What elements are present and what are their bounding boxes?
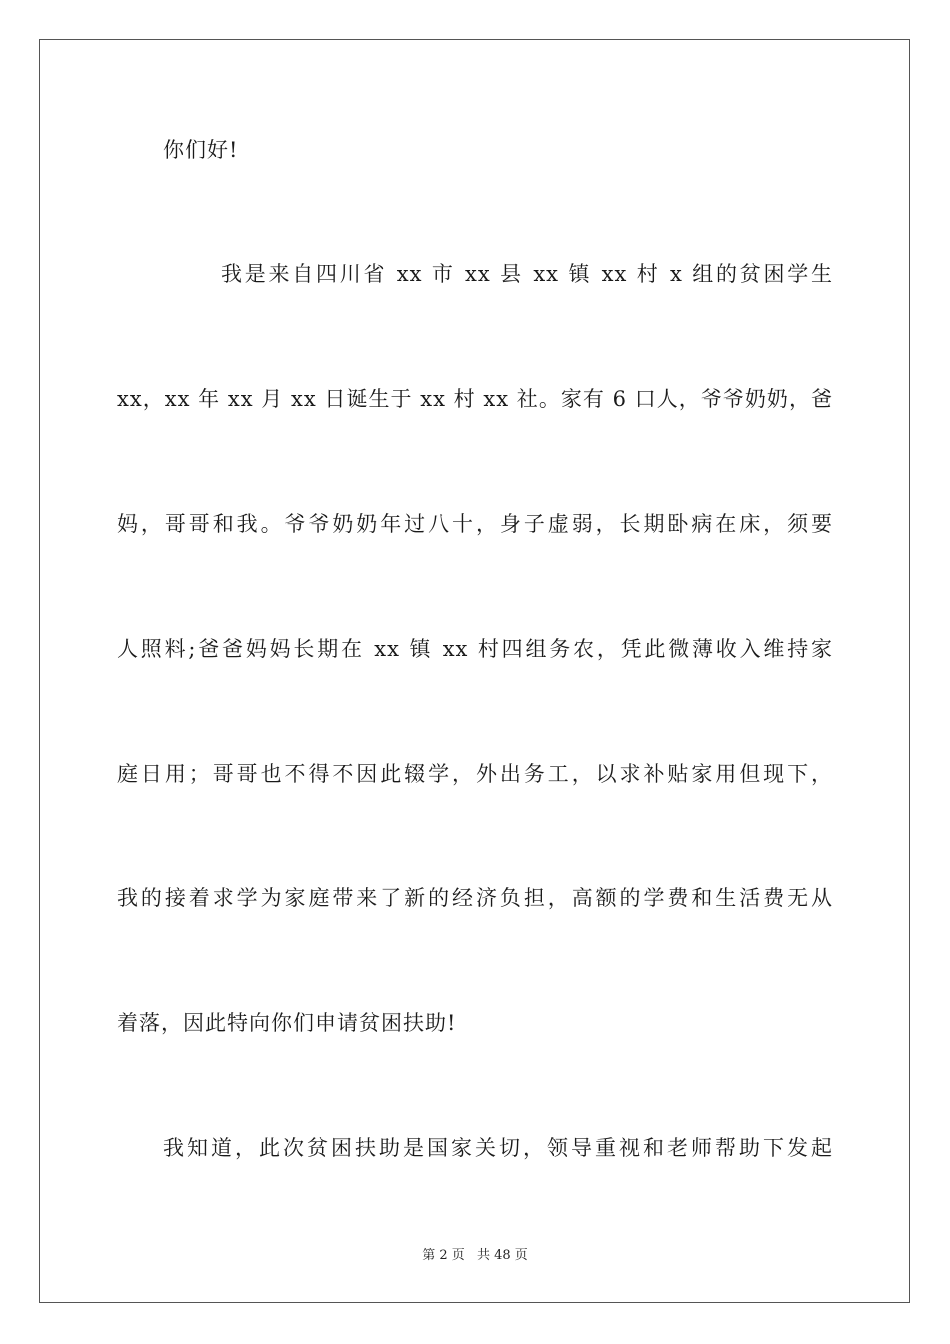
paragraph-line-6: 我的接着求学为家庭带来了新的经济负担，高额的学费和生活费无从 — [117, 886, 833, 910]
paragraph-line-5: 庭日用；哥哥也不得不因此辍学，外出务工，以求补贴家用但现下， — [117, 762, 833, 786]
page-number: 第 2 页 — [422, 1248, 465, 1263]
page-border — [39, 39, 910, 1303]
paragraph-line-1: 我是来自四川省 xx 市 xx 县 xx 镇 xx 村 x 组的贫困学生 — [221, 262, 833, 286]
greeting-line: 你们好! — [163, 138, 239, 162]
paragraph-line-7: 着落，因此特向你们申请贫困扶助! — [117, 1011, 457, 1035]
paragraph-line-4: 人照料;爸爸妈妈长期在 xx 镇 xx 村四组务农，凭此微薄收入维持家 — [117, 637, 833, 661]
page-total: 共 48 页 — [476, 1248, 528, 1263]
paragraph-line-2: xx，xx 年 xx 月 xx 日诞生于 xx 村 xx 社。家有 6 口人，爷爷奶奶，爸 — [117, 387, 833, 411]
paragraph-line-8: 我知道，此次贫困扶助是国家关切，领导重视和老师帮助下发起 — [163, 1136, 833, 1160]
paragraph-line-3: 妈，哥哥和我。爷爷奶奶年过八十，身子虚弱，长期卧病在床，须要 — [117, 512, 833, 536]
page-footer — [0, 1247, 950, 1265]
